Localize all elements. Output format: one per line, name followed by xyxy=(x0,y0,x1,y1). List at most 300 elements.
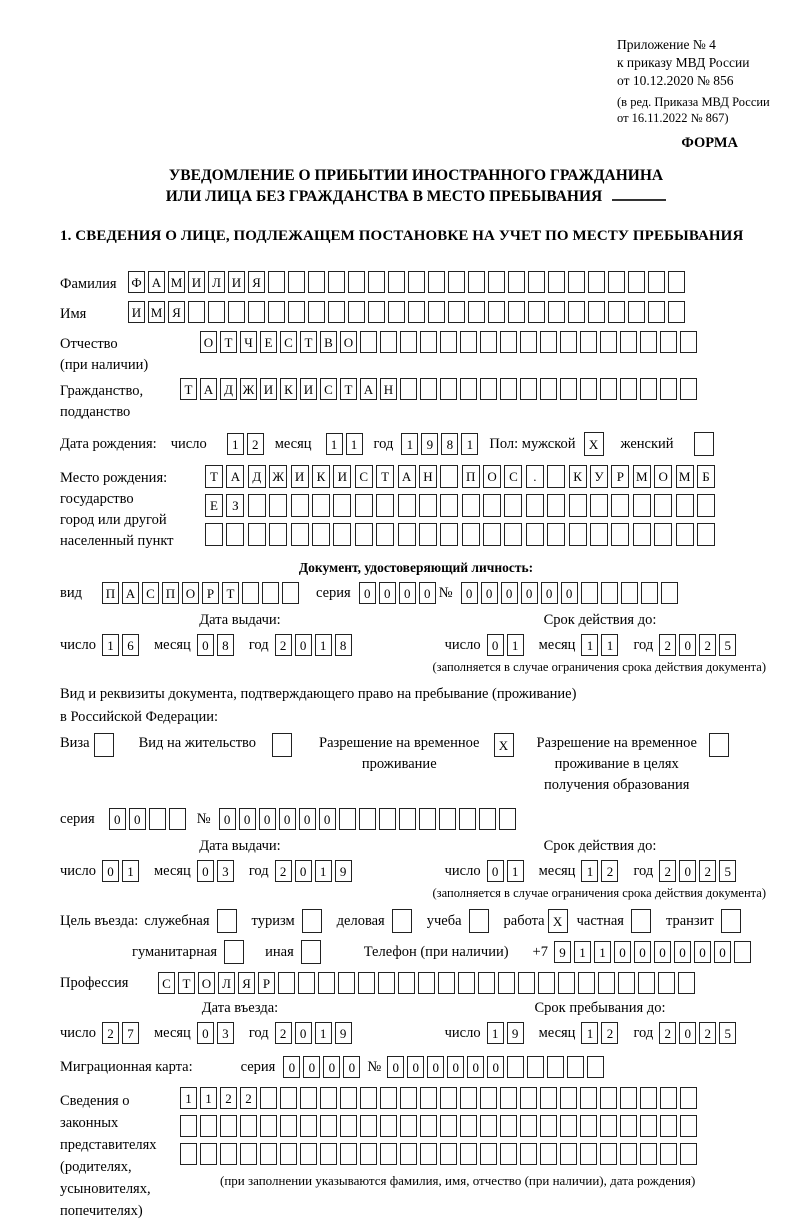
form-cell[interactable] xyxy=(654,494,672,517)
form-cell[interactable] xyxy=(518,972,535,994)
form-cell[interactable] xyxy=(620,1115,637,1137)
form-cell[interactable]: 0 xyxy=(319,808,336,830)
form-cell[interactable] xyxy=(580,1087,597,1109)
form-cell[interactable] xyxy=(633,494,651,517)
form-cell[interactable] xyxy=(368,301,385,323)
form-cell[interactable]: З xyxy=(226,494,244,517)
form-cell[interactable] xyxy=(338,972,355,994)
form-cell[interactable] xyxy=(355,523,373,546)
form-cell[interactable]: С xyxy=(504,465,522,488)
form-cell[interactable]: И xyxy=(291,465,309,488)
form-cell[interactable]: 1 xyxy=(180,1087,197,1109)
form-cell[interactable]: 2 xyxy=(601,1022,618,1044)
form-cell[interactable] xyxy=(308,271,325,293)
form-cell[interactable]: Е xyxy=(260,331,277,353)
form-cell[interactable]: 0 xyxy=(295,634,312,656)
form-cell[interactable] xyxy=(398,494,416,517)
form-cell[interactable] xyxy=(560,1087,577,1109)
form-cell[interactable] xyxy=(460,331,477,353)
form-cell[interactable]: О xyxy=(182,582,199,604)
form-cell[interactable] xyxy=(333,523,351,546)
form-cell[interactable]: Т xyxy=(220,331,237,353)
form-cell[interactable]: 0 xyxy=(481,582,498,604)
form-cell[interactable] xyxy=(288,271,305,293)
form-cell[interactable] xyxy=(500,378,517,400)
form-cell[interactable] xyxy=(680,1143,697,1165)
form-cell[interactable]: Т xyxy=(376,465,394,488)
form-cell[interactable] xyxy=(260,1087,277,1109)
form-cell[interactable] xyxy=(379,808,396,830)
form-cell[interactable] xyxy=(569,494,587,517)
form-cell[interactable]: 1 xyxy=(574,941,591,963)
form-cell[interactable] xyxy=(508,271,525,293)
form-cell[interactable]: 0 xyxy=(447,1056,464,1078)
form-cell[interactable] xyxy=(355,494,373,517)
form-cell[interactable] xyxy=(418,972,435,994)
form-cell[interactable] xyxy=(660,378,677,400)
form-cell[interactable] xyxy=(400,1115,417,1137)
form-cell[interactable] xyxy=(660,331,677,353)
form-cell[interactable] xyxy=(420,378,437,400)
form-cell[interactable] xyxy=(504,523,522,546)
form-cell[interactable] xyxy=(676,523,694,546)
form-cell[interactable]: 0 xyxy=(295,1022,312,1044)
form-cell[interactable] xyxy=(600,378,617,400)
form-cell[interactable] xyxy=(368,271,385,293)
form-cell[interactable]: Е xyxy=(205,494,223,517)
form-cell[interactable]: Р xyxy=(611,465,629,488)
form-cell[interactable]: Ж xyxy=(269,465,287,488)
form-cell[interactable] xyxy=(488,271,505,293)
form-cell[interactable] xyxy=(376,494,394,517)
form-cell[interactable] xyxy=(640,1115,657,1137)
form-cell[interactable]: 9 xyxy=(335,1022,352,1044)
form-cell[interactable]: К xyxy=(312,465,330,488)
form-cell[interactable] xyxy=(268,301,285,323)
form-cell[interactable] xyxy=(548,271,565,293)
form-cell[interactable] xyxy=(560,378,577,400)
form-cell[interactable]: 1 xyxy=(122,860,139,882)
form-cell[interactable] xyxy=(628,271,645,293)
form-cell[interactable]: 3 xyxy=(217,860,234,882)
form-cell[interactable]: 2 xyxy=(659,1022,676,1044)
form-cell[interactable] xyxy=(400,1143,417,1165)
form-cell[interactable] xyxy=(288,301,305,323)
form-cell[interactable] xyxy=(300,1115,317,1137)
form-cell[interactable] xyxy=(460,1143,477,1165)
form-cell[interactable] xyxy=(440,1087,457,1109)
form-cell[interactable] xyxy=(654,523,672,546)
form-cell[interactable]: 1 xyxy=(581,860,598,882)
form-cell[interactable]: Ч xyxy=(240,331,257,353)
form-cell[interactable] xyxy=(399,808,416,830)
form-cell[interactable]: М xyxy=(168,271,185,293)
form-cell[interactable] xyxy=(611,494,629,517)
form-cell[interactable] xyxy=(697,494,715,517)
form-cell[interactable]: 2 xyxy=(659,860,676,882)
form-cell[interactable] xyxy=(448,301,465,323)
form-cell[interactable] xyxy=(680,1087,697,1109)
form-cell[interactable]: 2 xyxy=(220,1087,237,1109)
form-cell[interactable]: Н xyxy=(419,465,437,488)
form-cell[interactable]: 0 xyxy=(634,941,651,963)
form-cell[interactable] xyxy=(220,1115,237,1137)
form-cell[interactable]: 2 xyxy=(102,1022,119,1044)
form-cell[interactable] xyxy=(180,1115,197,1137)
form-cell[interactable]: 1 xyxy=(227,433,244,455)
form-cell[interactable]: 0 xyxy=(279,808,296,830)
form-cell[interactable]: 0 xyxy=(407,1056,424,1078)
form-cell[interactable] xyxy=(580,331,597,353)
form-cell[interactable]: 0 xyxy=(501,582,518,604)
form-cell[interactable] xyxy=(569,523,587,546)
form-cell[interactable]: X xyxy=(494,733,514,757)
form-cell[interactable] xyxy=(480,378,497,400)
form-cell[interactable] xyxy=(560,1143,577,1165)
form-cell[interactable] xyxy=(520,331,537,353)
form-cell[interactable]: 0 xyxy=(694,941,711,963)
form-cell[interactable] xyxy=(620,1087,637,1109)
form-cell[interactable] xyxy=(547,523,565,546)
form-cell[interactable]: 1 xyxy=(487,1022,504,1044)
form-cell[interactable] xyxy=(488,301,505,323)
form-cell[interactable]: 2 xyxy=(601,860,618,882)
form-cell[interactable]: М xyxy=(633,465,651,488)
form-cell[interactable] xyxy=(520,1087,537,1109)
form-cell[interactable]: А xyxy=(226,465,244,488)
form-cell[interactable]: Т xyxy=(205,465,223,488)
form-cell[interactable] xyxy=(628,301,645,323)
form-cell[interactable]: Т xyxy=(222,582,239,604)
form-cell[interactable] xyxy=(440,494,458,517)
form-cell[interactable]: 0 xyxy=(197,1022,214,1044)
form-cell[interactable] xyxy=(458,972,475,994)
form-cell[interactable]: И xyxy=(260,378,277,400)
form-cell[interactable]: 0 xyxy=(679,1022,696,1044)
form-cell[interactable] xyxy=(588,271,605,293)
form-cell[interactable] xyxy=(240,1143,257,1165)
form-cell[interactable]: 2 xyxy=(699,1022,716,1044)
form-cell[interactable] xyxy=(388,271,405,293)
form-cell[interactable] xyxy=(419,808,436,830)
form-cell[interactable]: А xyxy=(122,582,139,604)
form-cell[interactable]: С xyxy=(280,331,297,353)
form-cell[interactable] xyxy=(398,523,416,546)
form-cell[interactable] xyxy=(282,582,299,604)
form-cell[interactable] xyxy=(528,301,545,323)
form-cell[interactable] xyxy=(440,523,458,546)
form-cell[interactable] xyxy=(380,331,397,353)
form-cell[interactable] xyxy=(312,494,330,517)
form-cell[interactable] xyxy=(301,940,321,964)
form-cell[interactable]: 0 xyxy=(399,582,416,604)
form-cell[interactable]: А xyxy=(398,465,416,488)
form-cell[interactable] xyxy=(340,1115,357,1137)
form-cell[interactable] xyxy=(658,972,675,994)
form-cell[interactable] xyxy=(631,909,651,933)
form-cell[interactable] xyxy=(308,301,325,323)
form-cell[interactable]: А xyxy=(148,271,165,293)
form-cell[interactable] xyxy=(640,1087,657,1109)
form-cell[interactable]: 9 xyxy=(335,860,352,882)
form-cell[interactable] xyxy=(380,1143,397,1165)
form-cell[interactable]: Д xyxy=(248,465,266,488)
form-cell[interactable] xyxy=(734,941,751,963)
form-cell[interactable] xyxy=(618,972,635,994)
form-cell[interactable] xyxy=(480,1115,497,1137)
form-cell[interactable] xyxy=(291,523,309,546)
form-cell[interactable] xyxy=(620,378,637,400)
form-cell[interactable] xyxy=(709,733,729,757)
form-cell[interactable] xyxy=(348,301,365,323)
form-cell[interactable] xyxy=(260,1115,277,1137)
form-cell[interactable] xyxy=(262,582,279,604)
form-cell[interactable] xyxy=(300,1143,317,1165)
form-cell[interactable]: 0 xyxy=(359,582,376,604)
form-cell[interactable] xyxy=(581,582,598,604)
form-cell[interactable]: Т xyxy=(300,331,317,353)
form-cell[interactable] xyxy=(298,972,315,994)
form-cell[interactable]: 2 xyxy=(275,634,292,656)
form-cell[interactable] xyxy=(420,1143,437,1165)
form-cell[interactable] xyxy=(500,331,517,353)
form-cell[interactable] xyxy=(438,972,455,994)
form-cell[interactable]: И xyxy=(128,301,145,323)
form-cell[interactable] xyxy=(526,494,544,517)
form-cell[interactable]: 0 xyxy=(299,808,316,830)
form-cell[interactable] xyxy=(459,808,476,830)
form-cell[interactable] xyxy=(540,1143,557,1165)
form-cell[interactable] xyxy=(439,808,456,830)
form-cell[interactable]: 0 xyxy=(654,941,671,963)
form-cell[interactable]: 9 xyxy=(421,433,438,455)
form-cell[interactable]: 2 xyxy=(699,634,716,656)
form-cell[interactable]: О xyxy=(198,972,215,994)
form-cell[interactable] xyxy=(633,523,651,546)
form-cell[interactable]: 0 xyxy=(679,634,696,656)
form-cell[interactable] xyxy=(400,331,417,353)
form-cell[interactable] xyxy=(660,1115,677,1137)
form-cell[interactable]: Т xyxy=(180,378,197,400)
form-cell[interactable]: 1 xyxy=(102,634,119,656)
form-cell[interactable] xyxy=(648,271,665,293)
form-cell[interactable] xyxy=(499,808,516,830)
form-cell[interactable] xyxy=(340,1143,357,1165)
form-cell[interactable] xyxy=(548,301,565,323)
form-cell[interactable]: 0 xyxy=(487,634,504,656)
form-cell[interactable]: 1 xyxy=(581,1022,598,1044)
form-cell[interactable]: 0 xyxy=(259,808,276,830)
form-cell[interactable] xyxy=(668,301,685,323)
form-cell[interactable] xyxy=(620,1143,637,1165)
form-cell[interactable]: О xyxy=(483,465,501,488)
form-cell[interactable]: О xyxy=(200,331,217,353)
form-cell[interactable] xyxy=(448,271,465,293)
form-cell[interactable] xyxy=(440,331,457,353)
form-cell[interactable]: 0 xyxy=(283,1056,300,1078)
form-cell[interactable] xyxy=(248,301,265,323)
form-cell[interactable] xyxy=(526,523,544,546)
form-cell[interactable] xyxy=(318,972,335,994)
form-cell[interactable] xyxy=(440,378,457,400)
form-cell[interactable] xyxy=(208,301,225,323)
form-cell[interactable]: П xyxy=(162,582,179,604)
form-cell[interactable]: Ж xyxy=(240,378,257,400)
form-cell[interactable] xyxy=(269,494,287,517)
form-cell[interactable] xyxy=(520,1143,537,1165)
form-cell[interactable] xyxy=(580,1115,597,1137)
form-cell[interactable]: К xyxy=(569,465,587,488)
form-cell[interactable]: 2 xyxy=(247,433,264,455)
form-cell[interactable] xyxy=(468,301,485,323)
form-cell[interactable]: Б xyxy=(697,465,715,488)
form-cell[interactable]: . xyxy=(526,465,544,488)
form-cell[interactable] xyxy=(400,1087,417,1109)
form-cell[interactable]: Я xyxy=(168,301,185,323)
form-cell[interactable] xyxy=(678,972,695,994)
form-cell[interactable] xyxy=(320,1087,337,1109)
form-cell[interactable] xyxy=(348,271,365,293)
form-cell[interactable] xyxy=(479,808,496,830)
form-cell[interactable]: 0 xyxy=(303,1056,320,1078)
form-cell[interactable] xyxy=(240,1115,257,1137)
form-cell[interactable] xyxy=(320,1143,337,1165)
form-cell[interactable]: 0 xyxy=(427,1056,444,1078)
form-cell[interactable]: Л xyxy=(218,972,235,994)
form-cell[interactable] xyxy=(568,271,585,293)
form-cell[interactable] xyxy=(420,1115,437,1137)
form-cell[interactable] xyxy=(540,331,557,353)
form-cell[interactable] xyxy=(588,301,605,323)
form-cell[interactable] xyxy=(200,1143,217,1165)
form-cell[interactable] xyxy=(676,494,694,517)
form-cell[interactable]: В xyxy=(320,331,337,353)
form-cell[interactable] xyxy=(661,582,678,604)
form-cell[interactable]: 0 xyxy=(239,808,256,830)
form-cell[interactable] xyxy=(440,465,458,488)
form-cell[interactable] xyxy=(500,1143,517,1165)
form-cell[interactable] xyxy=(358,972,375,994)
form-cell[interactable] xyxy=(540,1115,557,1137)
form-cell[interactable] xyxy=(272,733,292,757)
form-cell[interactable] xyxy=(500,1087,517,1109)
form-cell[interactable] xyxy=(460,1115,477,1137)
form-cell[interactable]: 0 xyxy=(561,582,578,604)
form-cell[interactable] xyxy=(598,972,615,994)
form-cell[interactable]: 0 xyxy=(197,860,214,882)
form-cell[interactable] xyxy=(590,523,608,546)
form-cell[interactable] xyxy=(538,972,555,994)
form-cell[interactable] xyxy=(600,1115,617,1137)
form-cell[interactable] xyxy=(200,1115,217,1137)
form-cell[interactable]: М xyxy=(676,465,694,488)
form-cell[interactable] xyxy=(376,523,394,546)
form-cell[interactable] xyxy=(520,378,537,400)
form-cell[interactable]: 9 xyxy=(507,1022,524,1044)
form-cell[interactable] xyxy=(360,331,377,353)
form-cell[interactable] xyxy=(600,331,617,353)
form-cell[interactable]: 0 xyxy=(323,1056,340,1078)
form-cell[interactable] xyxy=(638,972,655,994)
form-cell[interactable] xyxy=(440,1115,457,1137)
form-cell[interactable] xyxy=(528,271,545,293)
form-cell[interactable]: Я xyxy=(238,972,255,994)
form-cell[interactable]: 1 xyxy=(507,860,524,882)
form-cell[interactable] xyxy=(680,378,697,400)
form-cell[interactable] xyxy=(668,271,685,293)
form-cell[interactable]: 8 xyxy=(335,634,352,656)
form-cell[interactable] xyxy=(547,1056,564,1078)
form-cell[interactable] xyxy=(640,331,657,353)
form-cell[interactable]: 0 xyxy=(295,860,312,882)
form-cell[interactable] xyxy=(587,1056,604,1078)
form-cell[interactable] xyxy=(480,1143,497,1165)
form-cell[interactable] xyxy=(220,1143,237,1165)
form-cell[interactable] xyxy=(540,378,557,400)
form-cell[interactable]: С xyxy=(158,972,175,994)
form-cell[interactable] xyxy=(300,1087,317,1109)
form-cell[interactable] xyxy=(291,494,309,517)
form-cell[interactable] xyxy=(478,972,495,994)
form-cell[interactable] xyxy=(359,808,376,830)
form-cell[interactable] xyxy=(621,582,638,604)
form-cell[interactable]: Ф xyxy=(128,271,145,293)
form-cell[interactable]: 0 xyxy=(219,808,236,830)
form-cell[interactable] xyxy=(500,1115,517,1137)
form-cell[interactable]: И xyxy=(228,271,245,293)
form-cell[interactable]: О xyxy=(340,331,357,353)
form-cell[interactable] xyxy=(480,1087,497,1109)
form-cell[interactable] xyxy=(600,1087,617,1109)
form-cell[interactable]: 5 xyxy=(719,1022,736,1044)
form-cell[interactable] xyxy=(408,271,425,293)
form-cell[interactable] xyxy=(398,972,415,994)
form-cell[interactable]: 0 xyxy=(541,582,558,604)
form-cell[interactable] xyxy=(608,301,625,323)
form-cell[interactable] xyxy=(580,378,597,400)
form-cell[interactable]: 1 xyxy=(315,860,332,882)
form-cell[interactable] xyxy=(504,494,522,517)
form-cell[interactable] xyxy=(568,301,585,323)
form-cell[interactable]: 1 xyxy=(581,634,598,656)
form-cell[interactable] xyxy=(260,1143,277,1165)
form-cell[interactable] xyxy=(419,494,437,517)
form-cell[interactable] xyxy=(483,494,501,517)
form-cell[interactable] xyxy=(648,301,665,323)
form-cell[interactable] xyxy=(694,432,714,456)
form-cell[interactable] xyxy=(380,1087,397,1109)
form-cell[interactable] xyxy=(360,1143,377,1165)
form-cell[interactable]: П xyxy=(462,465,480,488)
form-cell[interactable]: К xyxy=(280,378,297,400)
form-cell[interactable] xyxy=(408,301,425,323)
form-cell[interactable]: Д xyxy=(220,378,237,400)
form-cell[interactable] xyxy=(540,1087,557,1109)
form-cell[interactable]: 0 xyxy=(461,582,478,604)
form-cell[interactable] xyxy=(278,972,295,994)
form-cell[interactable] xyxy=(601,582,618,604)
form-cell[interactable] xyxy=(462,494,480,517)
form-cell[interactable]: 0 xyxy=(129,808,146,830)
form-cell[interactable] xyxy=(660,1143,677,1165)
form-cell[interactable] xyxy=(340,1087,357,1109)
form-cell[interactable]: 5 xyxy=(719,634,736,656)
form-cell[interactable] xyxy=(419,523,437,546)
form-cell[interactable]: 1 xyxy=(461,433,478,455)
form-cell[interactable]: А xyxy=(360,378,377,400)
form-cell[interactable] xyxy=(169,808,186,830)
form-cell[interactable] xyxy=(460,1087,477,1109)
